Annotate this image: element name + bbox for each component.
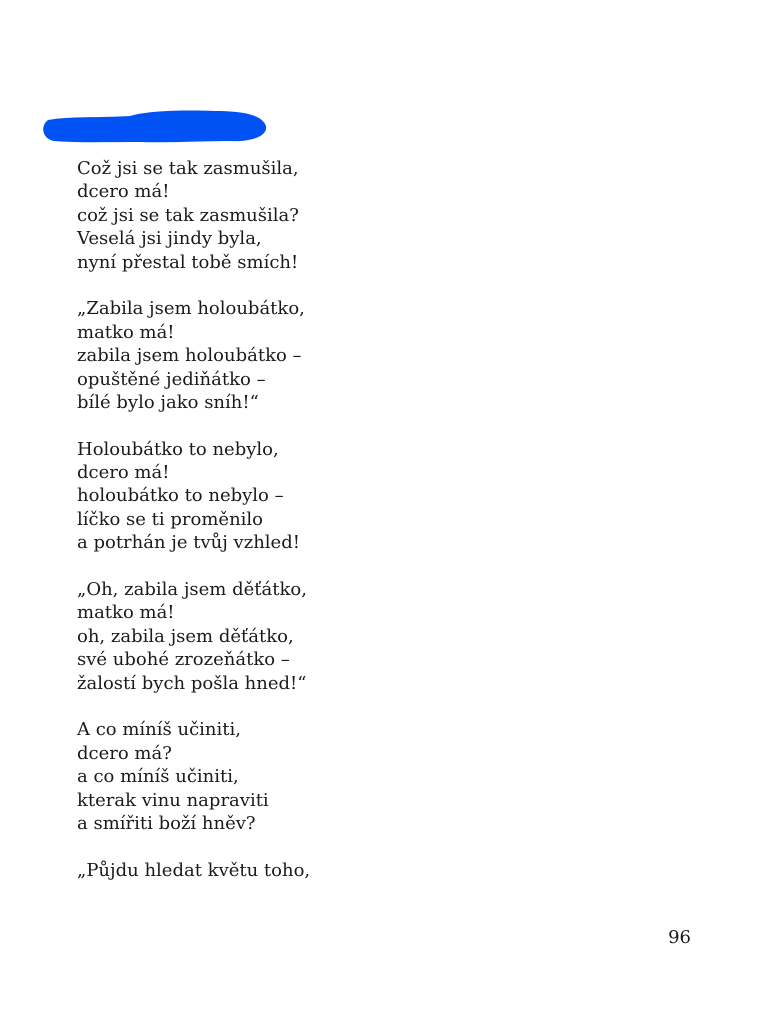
poem-line: Holoubátko to nebylo, <box>77 438 279 460</box>
poem-line: a smířiti boží hněv? <box>77 812 256 834</box>
poem-line: dcero má! <box>77 462 170 484</box>
poem-line: žalostí bych pošla hned!“ <box>77 672 307 694</box>
poem-line: A co míníš učiniti, <box>77 719 241 741</box>
poem-line: dcero má? <box>77 742 172 764</box>
stanza <box>77 718 677 835</box>
poem-line: „Oh, zabila jsem děťátko, <box>77 579 307 601</box>
stanza <box>77 438 677 555</box>
stanza <box>77 297 677 414</box>
poem-line: dcero má! <box>77 181 170 203</box>
poem-line: oh, zabila jsem děťátko, <box>77 625 294 647</box>
poem-line: nyní přestal tobě smích! <box>77 251 299 273</box>
poem-line: holoubátko to nebylo – <box>77 485 284 507</box>
poem-line: „Zabila jsem holoubátko, <box>77 298 305 320</box>
poem-line: opuštěné jediňátko – <box>77 368 266 390</box>
stanza <box>77 578 677 695</box>
poem-line: kterak vinu napraviti <box>77 789 269 811</box>
poem-text <box>77 157 677 906</box>
poem-line: líčko se ti proměnilo <box>77 508 264 530</box>
poem-line: bílé bylo jako sníh!“ <box>77 391 259 413</box>
poem-line: „Půjdu hledat květu toho, <box>77 859 311 881</box>
poem-line: matko má! <box>77 602 175 624</box>
stanza <box>77 859 677 882</box>
poem-line: matko má! <box>77 321 175 343</box>
poem-line: což jsi se tak zasmušila? <box>77 204 299 226</box>
poem-line: Veselá jsi jindy byla, <box>77 228 262 250</box>
poem-line: zabila jsem holoubátko – <box>77 345 302 367</box>
page-number: 96 <box>668 927 691 948</box>
poem-line: Což jsi se tak zasmušila, <box>77 158 299 179</box>
poem-line: a potrhán je tvůj vzhled! <box>77 532 300 554</box>
poem-line: své ubohé zrozeňátko – <box>77 649 290 671</box>
stanza <box>77 157 677 274</box>
redaction-mark <box>40 110 268 144</box>
poem-line: a co míníš učiniti, <box>77 766 239 788</box>
